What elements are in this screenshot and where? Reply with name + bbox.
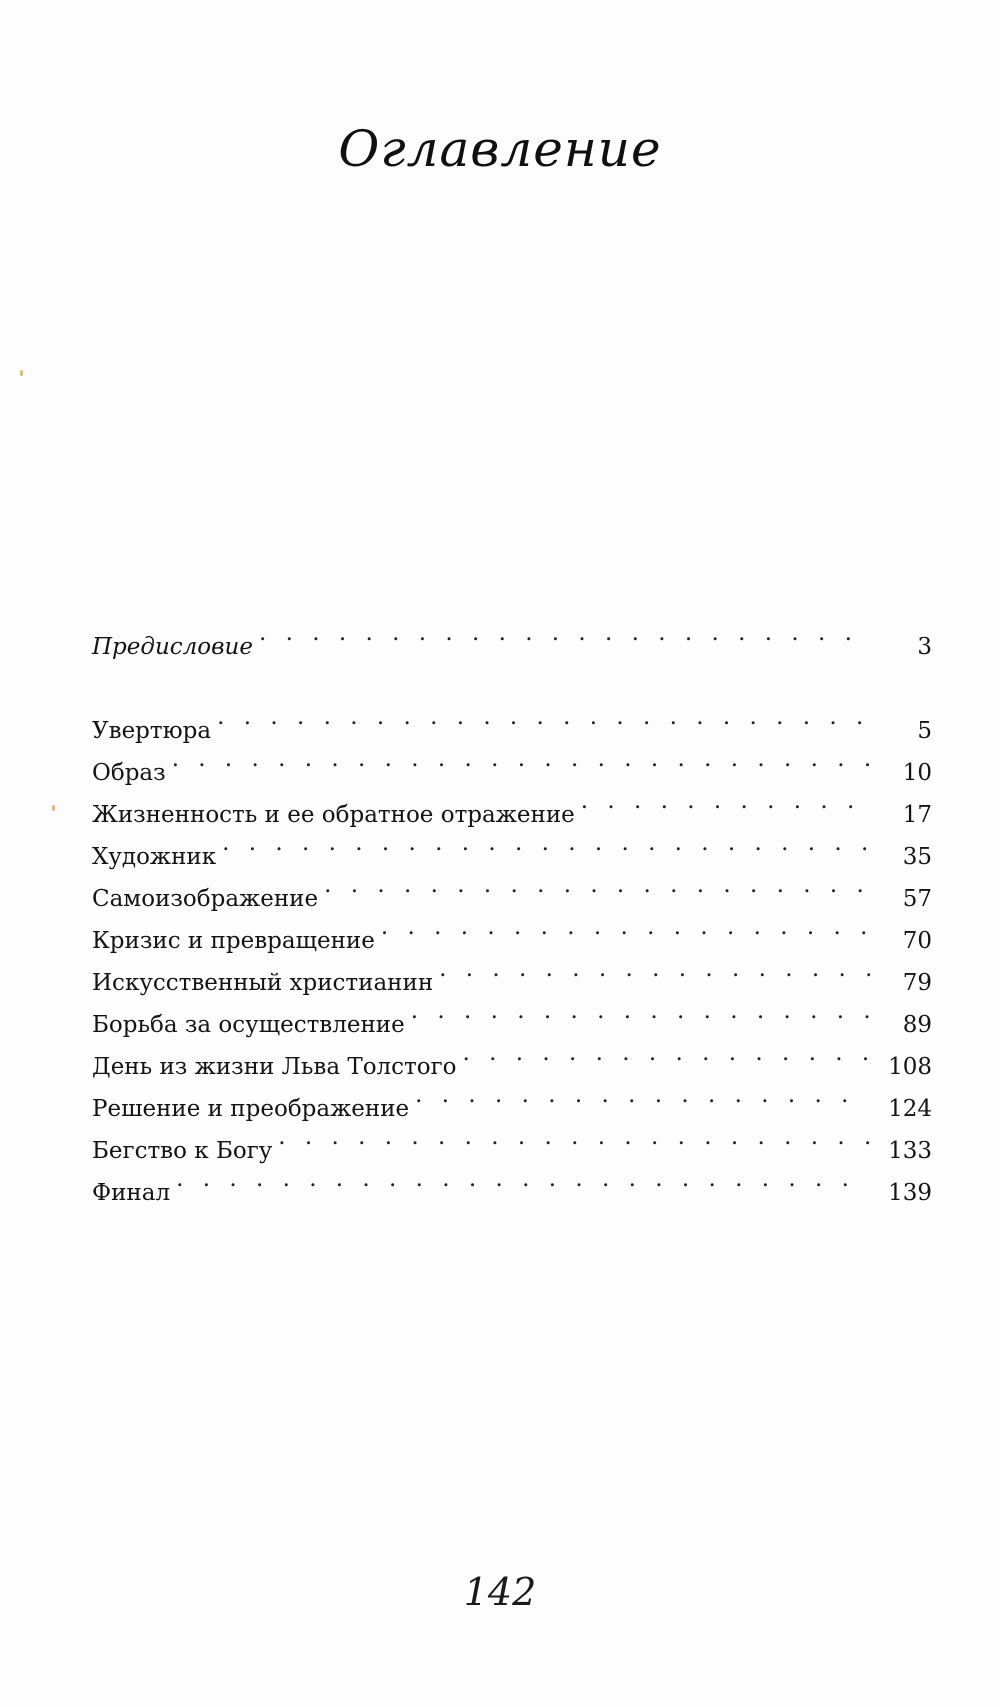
toc-entry-page: 17 [902, 802, 932, 828]
toc-entry-label: Бегство к Богу [92, 1138, 273, 1164]
dot-leader [415, 1074, 870, 1116]
dot-leader [259, 612, 870, 654]
toc-entry-page: 124 [888, 1096, 932, 1122]
toc-entry-page: 108 [888, 1054, 932, 1080]
toc-entry-label: Борьба за осуществление [92, 1012, 405, 1038]
dot-leader [463, 1032, 871, 1074]
toc-entry-page: 79 [902, 970, 932, 996]
toc-entry[interactable] [92, 1158, 932, 1206]
toc-entry-page: 5 [917, 718, 932, 744]
toc-entry-label: Художник [92, 844, 217, 870]
dot-leader [381, 906, 870, 948]
toc-entry-page: 139 [888, 1180, 932, 1206]
toc-entry-label: Искусственный христианин [92, 970, 434, 996]
toc-entry-label: Образ [92, 760, 166, 786]
toc-entry-label: День из жизни Льва Толстого [92, 1054, 457, 1080]
dot-leader [222, 822, 870, 864]
toc-entry-page: 57 [902, 886, 932, 912]
toc-entry-page: 70 [902, 928, 932, 954]
toc-entry-label: Кризис и превращение [92, 928, 375, 954]
dot-leader [172, 738, 870, 780]
toc-entry-label: Самоизображение [92, 886, 319, 912]
toc-entry-page: 3 [917, 634, 932, 660]
dot-leader [324, 864, 870, 906]
toc-entry-label: Предисловие [92, 634, 253, 660]
dot-leader [581, 780, 870, 822]
toc-entry[interactable] [92, 738, 932, 786]
toc-entry-label: Жизненность и ее обратное отражение [92, 802, 575, 828]
toc-entry-label: Увертюра [92, 718, 212, 744]
toc-entry-preface[interactable] [92, 612, 932, 660]
page-number: 142 [463, 1570, 537, 1614]
toc-entry-page: 35 [902, 844, 932, 870]
paper-speck [52, 805, 55, 811]
toc-entry-page: 10 [902, 760, 932, 786]
toc-title: Оглавление [338, 120, 662, 178]
dot-leader [217, 696, 870, 738]
toc-entry[interactable] [92, 696, 932, 744]
table-of-contents [92, 612, 932, 1206]
toc-entry-page: 133 [888, 1138, 932, 1164]
toc-entry-page: 89 [902, 1012, 932, 1038]
dot-leader [439, 948, 870, 990]
toc-entry-label: Финал [92, 1180, 171, 1206]
dot-leader [411, 990, 870, 1032]
toc-entry-label: Решение и преображение [92, 1096, 410, 1122]
dot-leader [176, 1158, 870, 1200]
dot-leader [278, 1116, 870, 1158]
toc-entry[interactable] [92, 780, 932, 828]
paper-speck [20, 370, 23, 376]
